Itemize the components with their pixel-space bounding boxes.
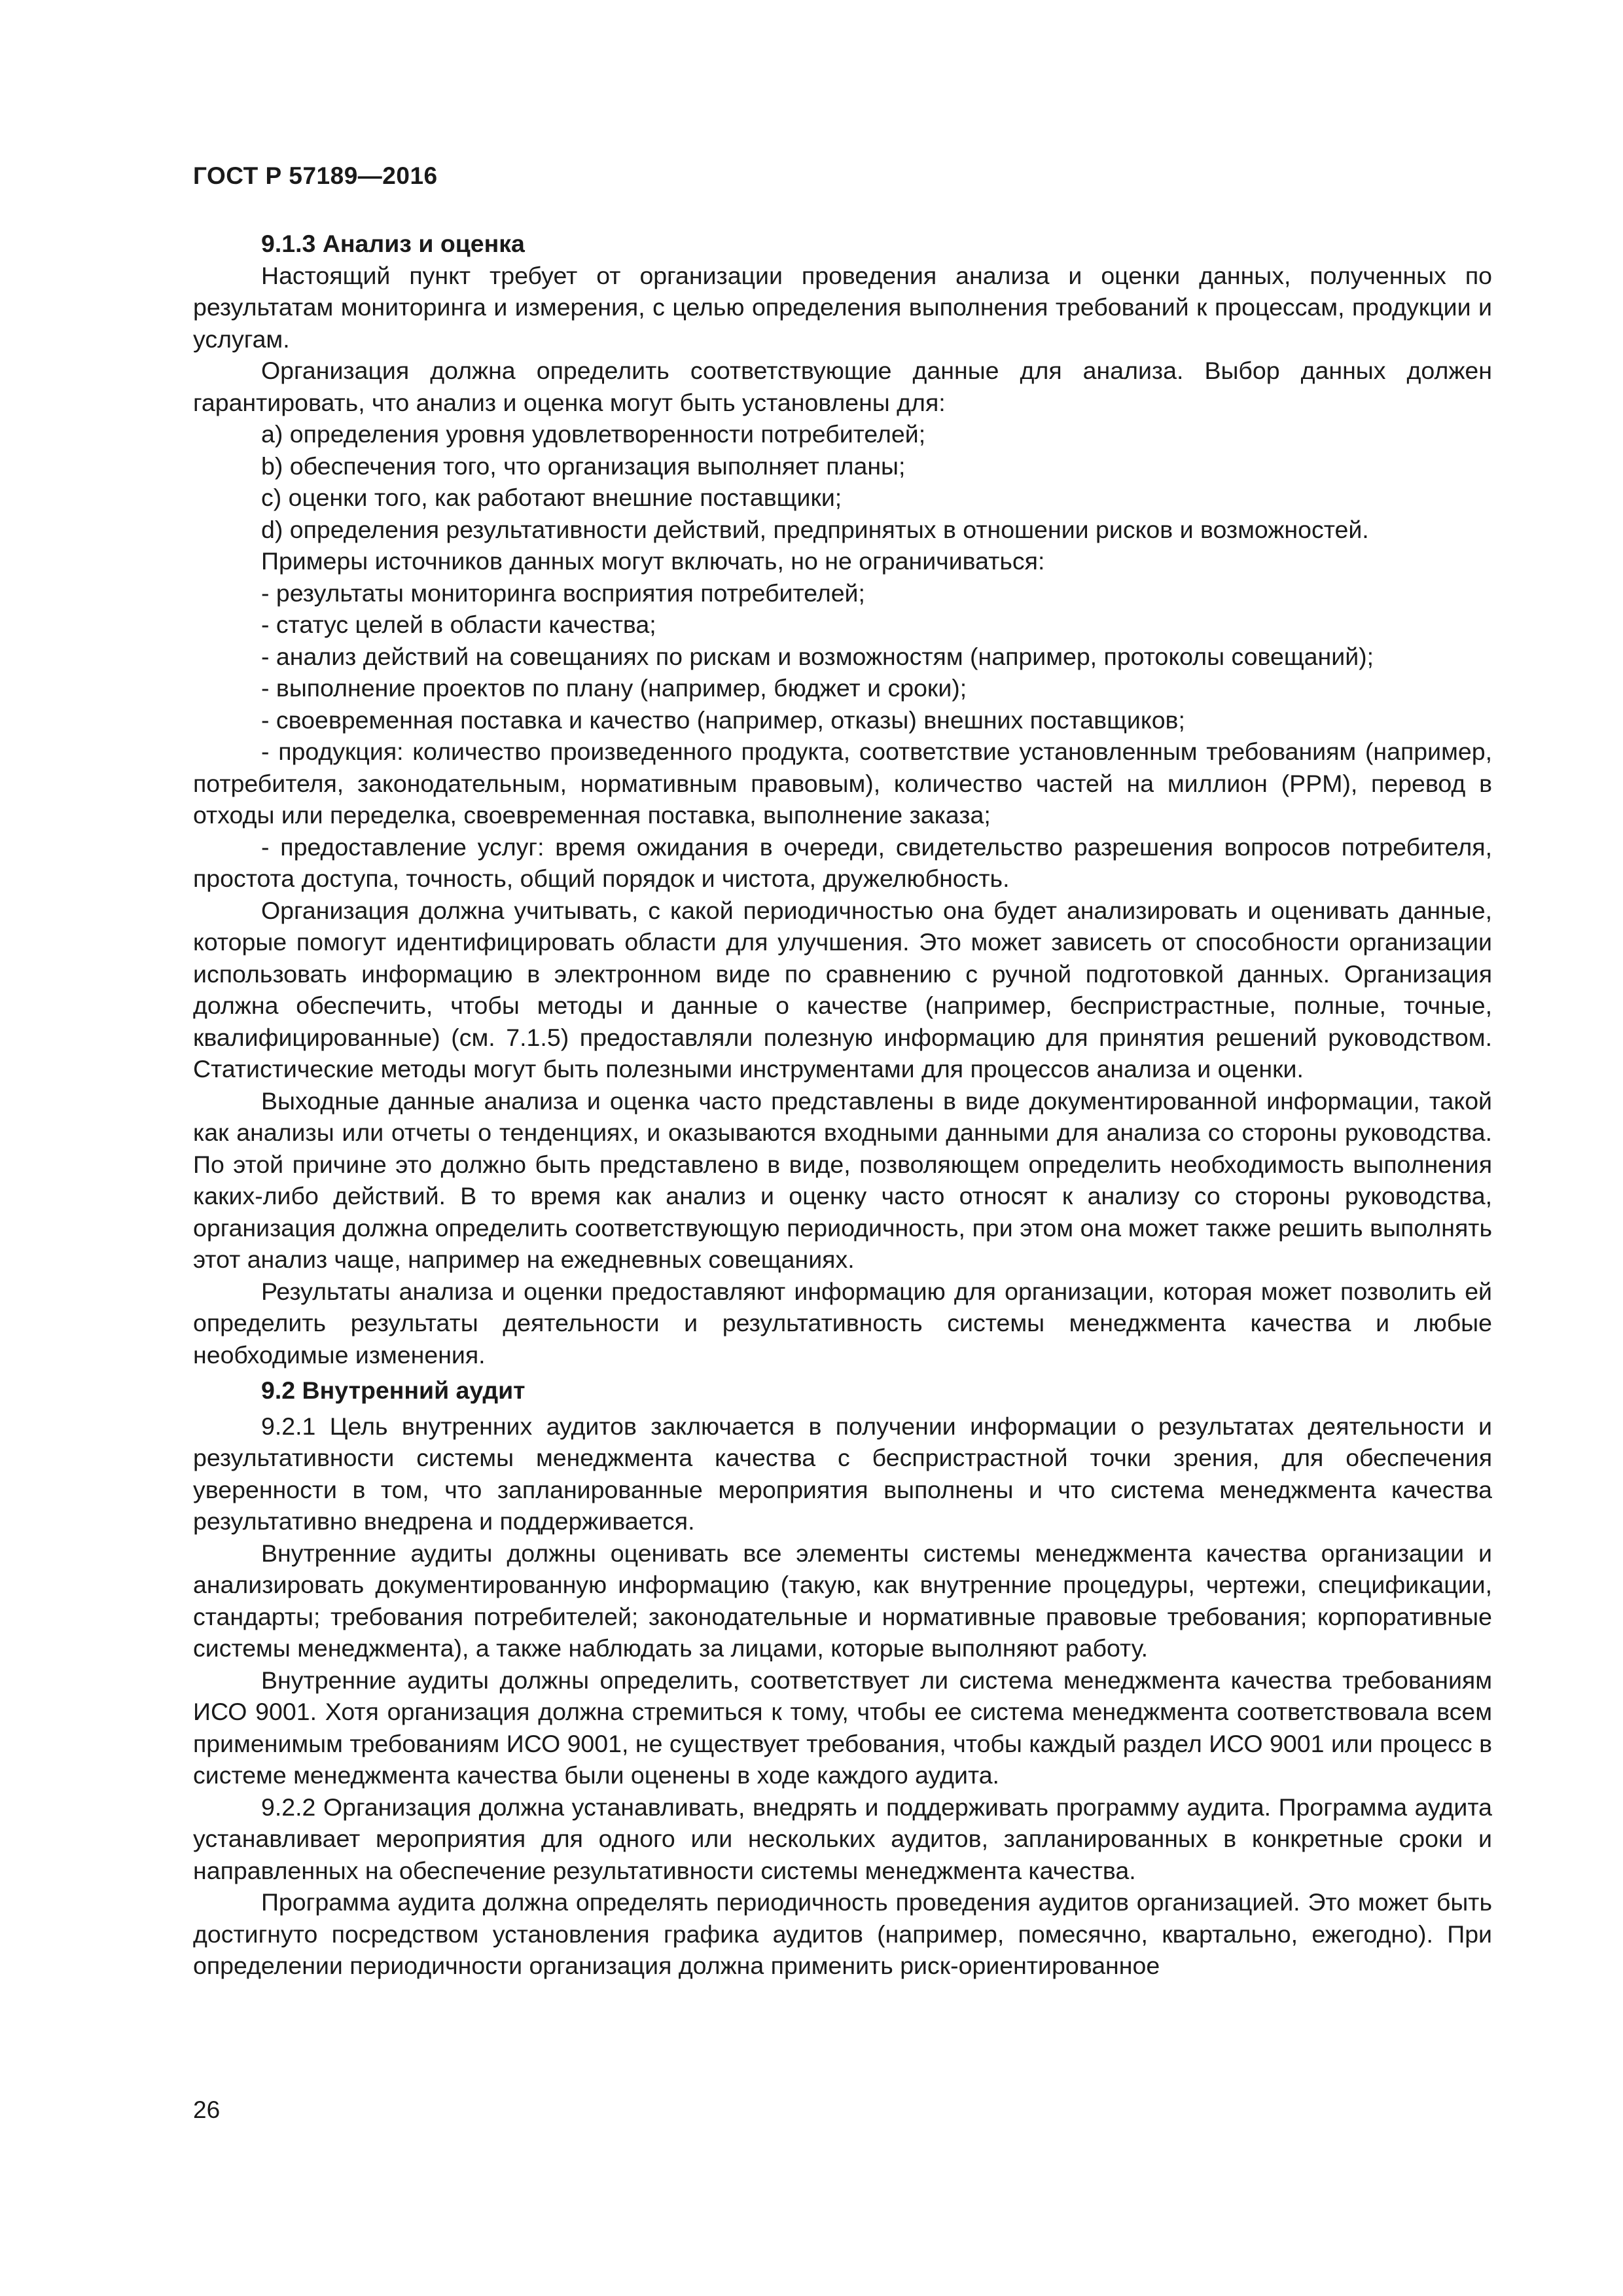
- paragraph: Внутренние аудиты должны оценивать все элементы системы менеджмента качества организации и анализировать документированную информацию (такую, как внутренние процедуры, чертежи, спецификации, стандарты; требования потребителей; законодательные и нормативные правовые требования; корпоративные системы менеджмента), а также наблюдать за лицами, которые выполняют работу.: [193, 1539, 1492, 1662]
- paragraph: 9.2.1 Цель внутренних аудитов заключается в получении информации о результатах деятельности и результативности системы менеджмента качества с беспристрастной точки зрения, для обеспечения уверенности в том, что запланированные мероприятия выполнены и что система менеджмента качества результативно внедрена и поддерживается.: [193, 1412, 1492, 1535]
- section-heading-9-1-3: 9.1.3 Анализ и оценка: [261, 230, 525, 257]
- paragraph: Выходные данные анализа и оценка часто представлены в виде документированной информации, такой как анализы или отчеты о тенденциях, и оказываются входными данными для анализа со стороны руководства. По этой причине это должно быть представлено в виде, позволяющем определить необходимость выполнения каких-либо действий. В то время как анализ и оценку часто относят к анализу со стороны руководства, организация должна определить соответствующую периодичность, при этом она может также решить выполнять этот анализ чаще, например на ежедневных совещаниях.: [193, 1086, 1492, 1273]
- list-item: - предоставление услуг: время ожидания в очереди, свидетельство разрешения вопросов потребителя, простота доступа, точность, общий порядок и чистота, дружелюбность.: [193, 833, 1492, 892]
- list-item: - результаты мониторинга восприятия потребителей;: [261, 579, 865, 607]
- paragraph: Внутренние аудиты должны определить, соответствует ли система менеджмента качества требованиям ИСО 9001. Хотя организация должна стремиться к тому, чтобы ее система менеджмента соответствовала всем применимым требованиям ИСО 9001, не существует требования, чтобы каждый раздел ИСО 9001 или процесс в системе менеджмента качества были оценены в ходе каждого аудита.: [193, 1666, 1492, 1789]
- document-body: [193, 228, 1492, 1982]
- list-item: - выполнение проектов по плану (например, бюджет и сроки);: [261, 674, 967, 702]
- paragraph: Результаты анализа и оценки предоставляют информацию для организации, которая может позволить ей определить результаты деятельности и результативность системы менеджмента качества и любые необходимые изменения.: [193, 1277, 1492, 1369]
- paragraph: Примеры источников данных могут включать, но не ограничиваться:: [261, 547, 1045, 575]
- page-number: 26: [193, 2096, 221, 2123]
- paragraph: Настоящий пункт требует от организации проведения анализа и оценки данных, полученных по результатам мониторинга и измерения, с целью определения выполнения требований к процессам, продукции и услугам.: [193, 261, 1492, 353]
- paragraph: Программа аудита должна определять периодичность проведения аудитов организацией. Это может быть достигнуто посредством установления графика аудитов (например, помесячно, квартально, ежегодно). При определении периодичности организация должна применить риск-ориентированное: [193, 1888, 1492, 1979]
- paragraph: 9.2.2 Организация должна устанавливать, внедрять и поддерживать программу аудита. Программа аудита устанавливает мероприятия для одного или нескольких аудитов, запланированных в конкретные сроки и направленных на обеспечение результативности системы менеджмента качества.: [193, 1793, 1492, 1884]
- list-item: - продукция: количество произведенного продукта, соответствие установленным требованиям (например, потребителя, законодательным, нормативным правовым), количество частей на миллион (PPM), перевод в отходы или переделка, своевременная поставка, выполнение заказа;: [193, 738, 1492, 829]
- list-item: b) обеспечения того, что организация выполняет планы;: [261, 452, 906, 480]
- list-item: - статус целей в области качества;: [261, 611, 656, 638]
- document-header: ГОСТ Р 57189—2016: [193, 162, 438, 189]
- list-item: - своевременная поставка и качество (например, отказы) внешних поставщиков;: [261, 706, 1185, 734]
- list-item: d) определения результативности действий, предпринятых в отношении рисков и возможностей.: [261, 515, 1369, 543]
- paragraph: Организация должна учитывать, с какой периодичностью она будет анализировать и оценивать данные, которые помогут идентифицировать области для улучшения. Это может зависеть от способности организации использовать информацию в электронном виде по сравнению с ручной подготовкой данных. Организация должна обеспечить, чтобы методы и данные о качестве (например, беспристрастные, полные, точные, квалифицированные) (см. 7.1.5) предоставляли полезную информацию для принятия решений руководством. Статистические методы могут быть полезными инструментами для процессов анализа и оценки.: [193, 896, 1492, 1083]
- list-item: - анализ действий на совещаниях по рискам и возможностям (например, протоколы совещаний);: [261, 642, 1374, 670]
- list-item: a) определения уровня удовлетворенности потребителей;: [261, 420, 926, 448]
- paragraph: Организация должна определить соответствующие данные для анализа. Выбор данных должен гарантировать, что анализ и оценка могут быть установлены для:: [193, 357, 1492, 416]
- list-item: c) оценки того, как работают внешние поставщики;: [261, 484, 842, 511]
- section-heading-9-2: 9.2 Внутренний аудит: [261, 1376, 526, 1404]
